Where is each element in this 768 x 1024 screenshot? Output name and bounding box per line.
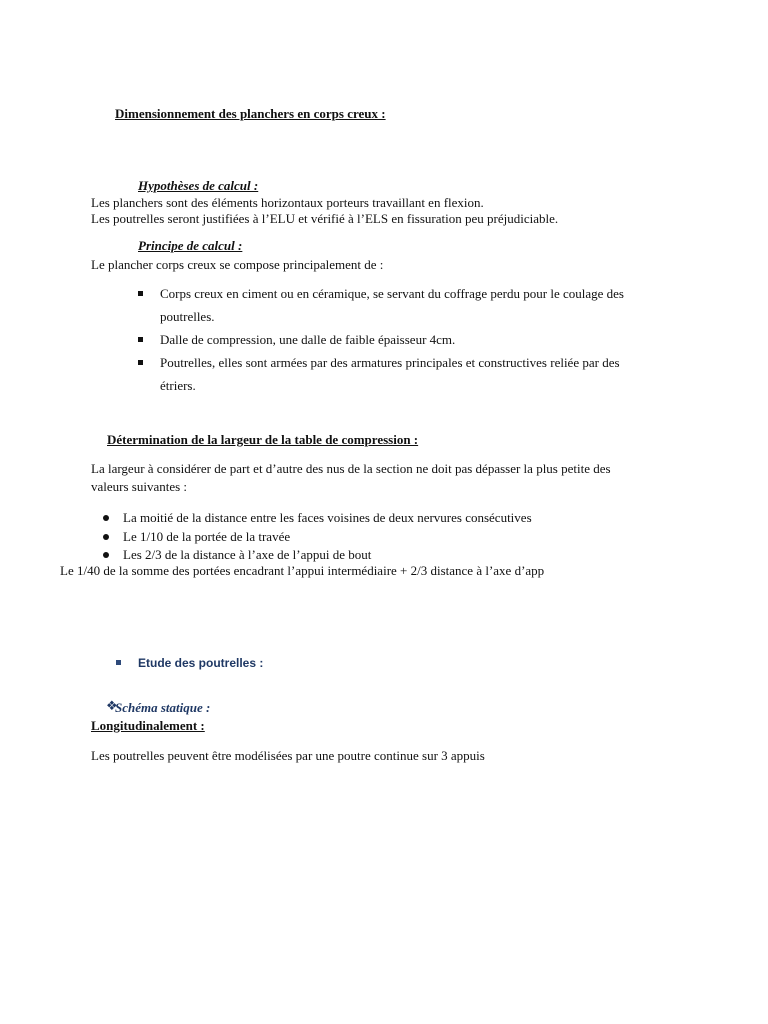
list-item-line: Poutrelles, elles sont armées par des armatures principales et constructives reliée par des bbox=[160, 355, 620, 370]
square-bullet-icon bbox=[138, 291, 143, 296]
hypotheses-line-2: Les poutrelles seront justifiées à l’ELU et vérifié à l’ELS en fissuration peu préjudiciable. bbox=[91, 211, 559, 226]
etude-heading: Etude des poutrelles : bbox=[138, 656, 264, 670]
longitudinal-heading: Longitudinalement : bbox=[91, 718, 205, 733]
square-bullet-icon bbox=[116, 660, 121, 665]
longitudinal-text: Les poutrelles peuvent être modélisées par une poutre continue sur 3 appuis bbox=[91, 748, 485, 763]
schema-heading: Schéma statique : bbox=[115, 700, 211, 715]
document-title: Dimensionnement des planchers en corps creux : bbox=[115, 106, 386, 121]
round-bullet-icon bbox=[103, 552, 109, 558]
determination-extra-line: Le 1/40 de la somme des portées encadrant l’appui intermédiaire + 2/3 distance à l’axe d’app bbox=[60, 563, 545, 578]
principe-intro: Le plancher corps creux se compose principalement de : bbox=[91, 257, 384, 272]
list-item-text: La moitié de la distance entre les faces voisines de deux nervures consécutives bbox=[123, 510, 532, 525]
round-bullet-icon bbox=[103, 515, 109, 521]
list-item-line: étriers. bbox=[160, 378, 196, 393]
diamond-bullet-icon: ❖ bbox=[106, 699, 118, 714]
list-item-text: Les 2/3 de la distance à l’axe de l’appui de bout bbox=[123, 547, 372, 562]
hypotheses-heading: Hypothèses de calcul : bbox=[138, 178, 259, 193]
hypotheses-line-1: Les planchers sont des éléments horizontaux porteurs travaillant en flexion. bbox=[91, 195, 484, 210]
square-bullet-icon bbox=[138, 360, 143, 365]
determination-heading: Détermination de la largeur de la table de compression : bbox=[107, 432, 419, 447]
determination-para-line-1: La largeur à considérer de part et d’autre des nus de la section ne doit pas dépasser la plus petite des bbox=[91, 461, 611, 476]
list-item-line: Dalle de compression, une dalle de faible épaisseur 4cm. bbox=[160, 332, 456, 347]
list-item-line: Corps creux en ciment ou en céramique, se servant du coffrage perdu pour le coulage des bbox=[160, 286, 624, 301]
principe-heading: Principe de calcul : bbox=[138, 238, 243, 253]
list-item-text: Le 1/10 de la portée de la travée bbox=[123, 529, 291, 544]
square-bullet-icon bbox=[138, 337, 143, 342]
determination-para-line-2: valeurs suivantes : bbox=[91, 479, 188, 494]
round-bullet-icon bbox=[103, 534, 109, 540]
list-item-line: poutrelles. bbox=[160, 309, 215, 324]
